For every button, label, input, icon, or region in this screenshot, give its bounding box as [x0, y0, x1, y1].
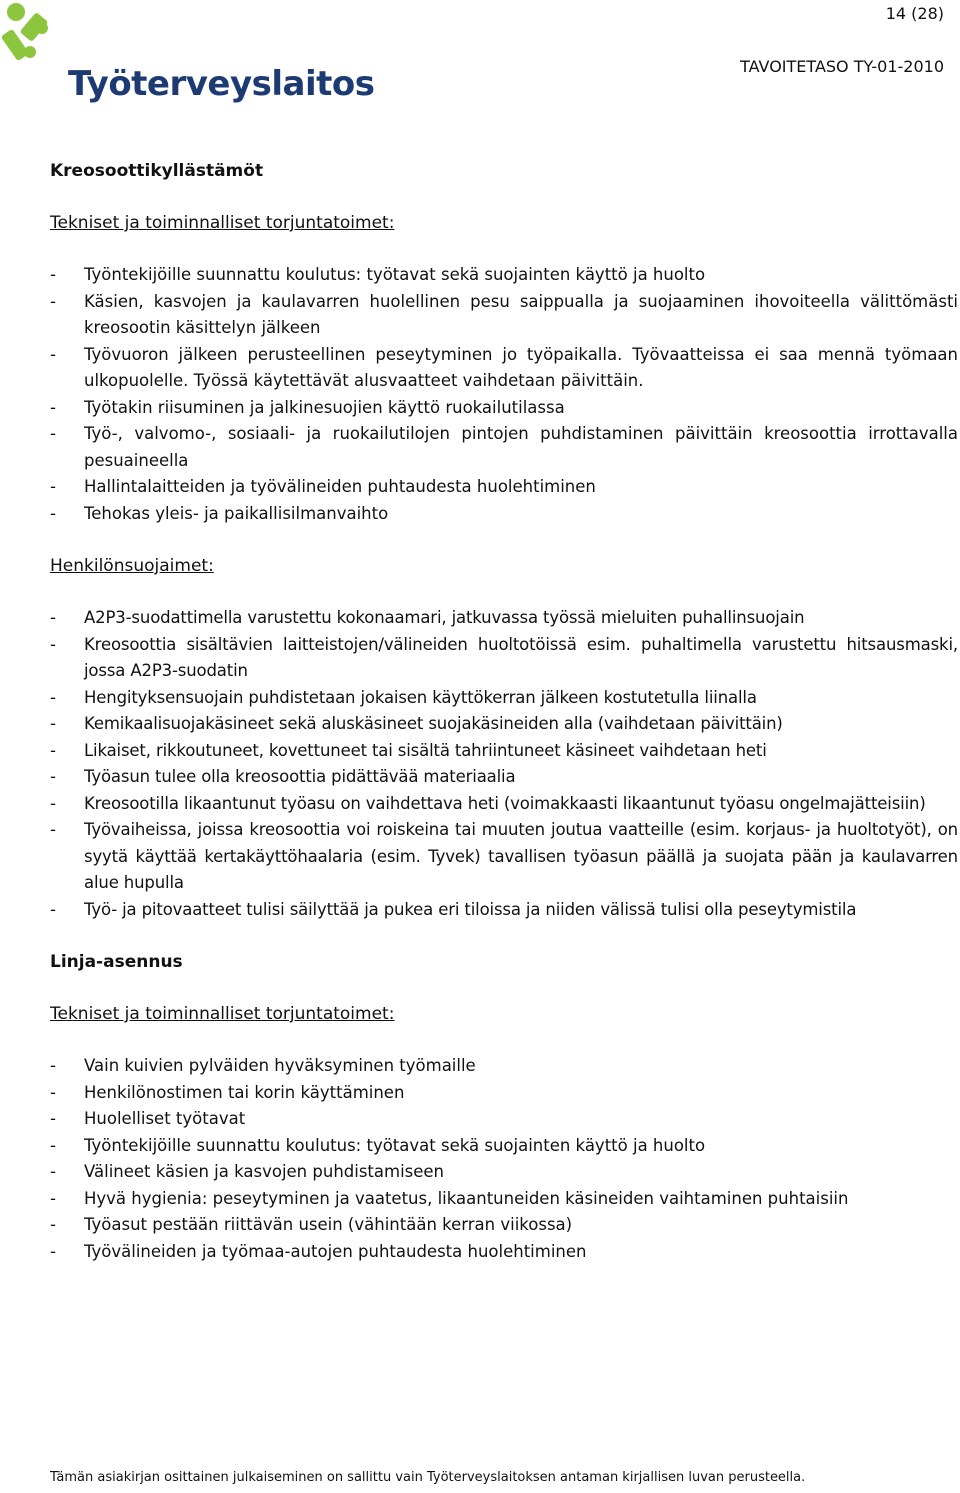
list-item: - A2P3-suodattimella varustettu kokonaamari, jatkuvassa työssä mieluiten puhallinsuojain: [50, 608, 805, 627]
list-item: - Henkilönostimen tai korin käyttäminen: [50, 1082, 405, 1102]
document-body: [50, 158, 958, 1265]
subsection-title: Tekniset ja toiminnalliset torjuntatoimet:: [50, 213, 395, 233]
list-item: - Työ- ja pitovaatteet tulisi säilyttää ja pukea eri tiloissa ja niiden välissä tulisi olla peseytymistila: [50, 899, 857, 919]
list-item: - Työ-, valvomo-, sosiaali- ja ruokailutilojen pintojen puhdistaminen päivittäin kreosoottia irrottavalla pesuaineella: [50, 424, 958, 470]
list-item: - Likaiset, rikkoutuneet, kovettuneet tai sisältä tahriintuneet käsineet vaihdetaan heti: [50, 740, 767, 760]
list-item: - Kreosootilla likaantunut työasu on vaihdettava heti (voimakkaasti likaantunut työasu ongelmajätteisiin): [50, 793, 926, 813]
list-item: - Työntekijöille suunnattu koulutus: työtavat sekä suojainten käyttö ja huolto: [50, 265, 706, 284]
list-item: - Kemikaalisuojakäsineet sekä aluskäsineet suojakäsineiden alla (vaihdetaan päivittäin): [50, 714, 783, 733]
measures-list: [50, 1053, 958, 1265]
ppe-list: [50, 605, 958, 923]
list-item: - Vain kuivien pylväiden hyväksyminen työmaille: [50, 1056, 476, 1075]
list-item: - Välineet käsien ja kasvojen puhdistamiseen: [50, 1162, 445, 1181]
list-item: - Tehokas yleis- ja paikallisilmanvaihto: [50, 503, 389, 523]
list-item: - Kreosoottia sisältävien laitteistojen/välineiden huoltotöissä esim. puhaltimella varustettu hitsausmaski, jossa A2P3-suodatin: [50, 634, 958, 680]
logo: [2, 0, 375, 112]
document-id: TAVOITETASO TY-01-2010: [740, 57, 944, 76]
list-item: - Työasun tulee olla kreosoottia pidättävää materiaalia: [50, 767, 516, 786]
list-item: - Hyvä hygienia: peseytyminen ja vaatetus, likaantuneiden käsineiden vaihtaminen puhtaisiin: [50, 1188, 849, 1208]
measures-list: [50, 262, 958, 527]
list-item: - Työvuoron jälkeen perusteellinen peseytyminen jo työpaikalla. Työvaatteissa ei saa mennä työmaan ulkopuolelle. Työssä käytettävät alusvaatteet vaihdetaan päivittäin.: [50, 344, 958, 390]
section-title: Kreosoottikyllästämöt: [50, 161, 264, 181]
list-item: - Käsien, kasvojen ja kaulavarren huolellinen pesu saippualla ja suojaaminen ihovoiteella välittömästi kreosootin käsittelyn jälkeen: [50, 291, 958, 337]
subsection-title: Tekniset ja toiminnalliset torjuntatoimet:: [50, 1004, 395, 1024]
list-item: - Työvaiheissa, joissa kreosoottia voi roiskeina tai muuten joutua vaatteille (esim. korjaus- ja huoltotyöt), on syytä käyttää kertakäyttöhaalaria (esim. Tyvek) tavallisen työasun päällä ja suojata pään ja kaulavarren alue hupulla: [50, 820, 958, 892]
section-title: Linja-asennus: [50, 952, 183, 972]
list-item: - Työtakin riisuminen ja jalkinesuojien käyttö ruokailutilassa: [50, 397, 565, 417]
subsection-title: Henkilönsuojaimet:: [50, 556, 214, 576]
logo-mark-icon: [2, 0, 72, 70]
list-item: - Hengityksensuojain puhdistetaan jokaisen käyttökerran jälkeen kostutetulla liinalla: [50, 687, 757, 707]
list-item: - Huolelliset työtavat: [50, 1109, 246, 1128]
logo-wordmark: Työterveyslaitos: [68, 64, 375, 104]
list-item: - Hallintalaitteiden ja työvälineiden puhtaudesta huolehtiminen: [50, 477, 596, 496]
footer-notice: Tämän asiakirjan osittainen julkaiseminen on sallittu vain Työterveyslaitoksen antaman kirjallisen luvan perusteella.: [50, 1470, 806, 1485]
list-item: - Työvälineiden ja työmaa-autojen puhtaudesta huolehtiminen: [50, 1241, 587, 1261]
list-item: - Työntekijöille suunnattu koulutus: työtavat sekä suojainten käyttö ja huolto: [50, 1135, 706, 1155]
list-item: - Työasut pestään riittävän usein (vähintään kerran viikossa): [50, 1215, 573, 1234]
page-number: 14 (28): [885, 4, 944, 23]
